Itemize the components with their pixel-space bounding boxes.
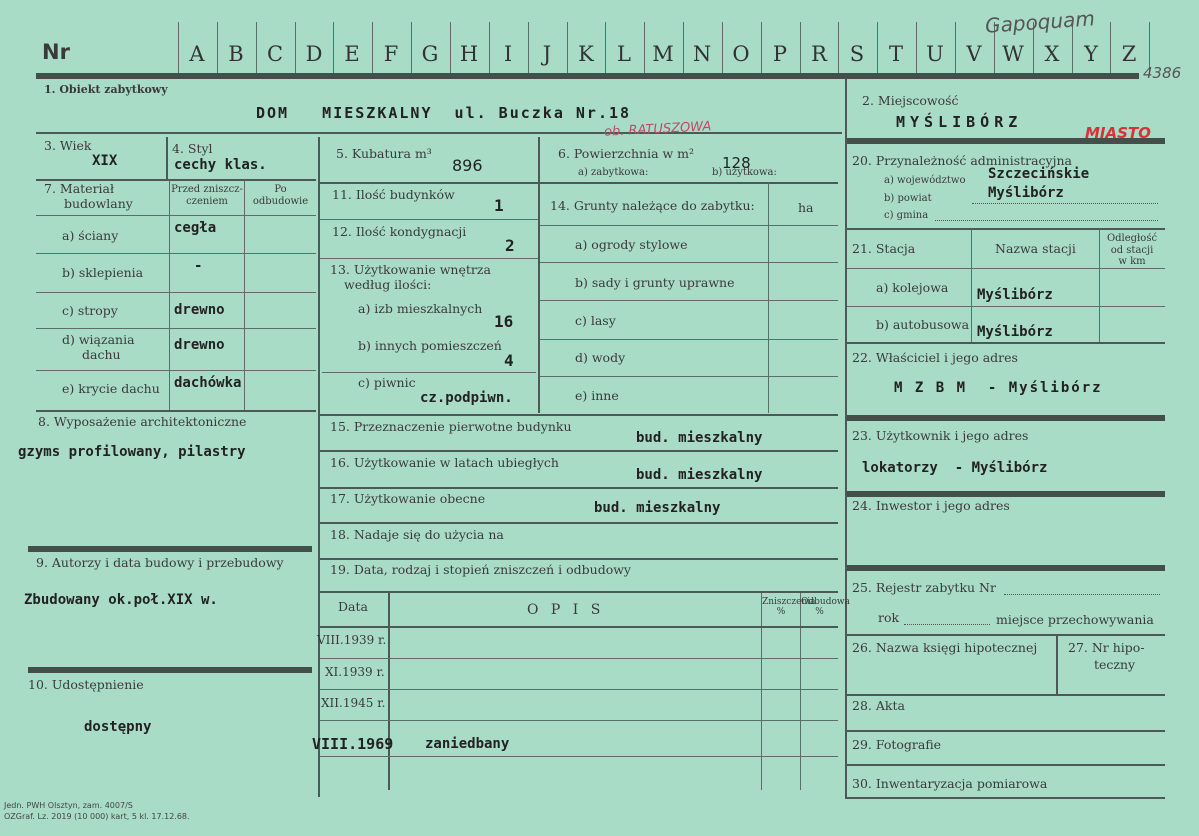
rule bbox=[847, 491, 1165, 497]
rule bbox=[320, 487, 838, 489]
interior-use-label: 13. Użytkowanie wnętrza bbox=[330, 262, 491, 277]
current-use-value: bud. mieszkalny bbox=[594, 500, 721, 516]
volume-label: 5. Kubatura m³ bbox=[336, 146, 432, 161]
handwritten-street-note: ob. RATUSZOWA bbox=[603, 119, 712, 140]
orchards-label: b) sady i grunty uprawne bbox=[575, 275, 735, 290]
living-rooms-label: a) izb mieszkalnych bbox=[358, 301, 483, 316]
rule bbox=[761, 593, 762, 790]
letter-cell-u: U bbox=[926, 42, 944, 66]
rule bbox=[318, 137, 320, 797]
past-use-value: bud. mieszkalny bbox=[636, 467, 763, 483]
typed-condition: zaniedbany bbox=[425, 736, 510, 752]
rule bbox=[36, 253, 316, 254]
letter-cell-l: L bbox=[617, 42, 631, 66]
rule bbox=[320, 414, 838, 416]
vaults-value: - bbox=[194, 258, 203, 274]
forests-label: c) lasy bbox=[575, 313, 616, 328]
letter-cell-d: D bbox=[305, 42, 323, 66]
cellars-label: c) piwnic bbox=[358, 375, 416, 390]
letter-separator bbox=[877, 22, 878, 74]
destruction-col-header: Zniszczenia % bbox=[762, 597, 816, 618]
rule bbox=[1056, 636, 1058, 696]
letter-separator bbox=[256, 22, 257, 74]
gardens-label: a) ogrody stylowe bbox=[575, 237, 688, 252]
row-date-1939-nov: XI.1939 r. bbox=[325, 665, 385, 679]
rule bbox=[36, 292, 316, 293]
rule bbox=[320, 558, 838, 560]
letter-cell-h: H bbox=[459, 42, 479, 66]
county-dots bbox=[972, 202, 1158, 204]
letter-separator bbox=[178, 22, 179, 74]
rule bbox=[847, 797, 1165, 799]
area-value: 128 bbox=[722, 154, 751, 172]
style-value: cechy klas. bbox=[174, 157, 267, 173]
owner-label: 22. Właściciel i jego adres bbox=[852, 350, 1018, 365]
date-col-header: Data bbox=[338, 599, 368, 614]
rebuild-col-header: Odbudowa % bbox=[801, 597, 850, 618]
rule bbox=[28, 667, 312, 673]
rule bbox=[847, 228, 1165, 230]
rule bbox=[800, 593, 801, 790]
rule bbox=[36, 328, 316, 329]
typed-date-1969: VIII.1969 bbox=[312, 735, 394, 753]
letter-separator bbox=[372, 22, 373, 74]
authors-label: 9. Autorzy i data budowy i przebudowy bbox=[36, 555, 284, 570]
rule bbox=[540, 262, 838, 263]
other-rooms-label: b) innych pomieszczeń bbox=[358, 338, 502, 353]
rule bbox=[320, 689, 838, 690]
after-col-header: Po odbudowie bbox=[252, 184, 309, 207]
letter-cell-x: X bbox=[1044, 42, 1060, 66]
register-year-dots bbox=[904, 623, 990, 625]
land-unit: ha bbox=[798, 200, 814, 215]
voivodeship-label: a) województwo bbox=[884, 175, 966, 186]
architecture-label: 8. Wyposażenie architektoniczne bbox=[38, 414, 247, 429]
user-label: 23. Użytkownik i jego adres bbox=[852, 428, 1029, 443]
station-name-col-header: Nazwa stacji bbox=[995, 241, 1076, 256]
letter-separator bbox=[916, 22, 917, 74]
buildings-count-label: 11. Ilość budynków bbox=[332, 187, 455, 202]
letter-cell-i: I bbox=[503, 42, 513, 66]
other-rooms-value: 4 bbox=[504, 351, 514, 370]
description-col-header: O P I S bbox=[527, 602, 605, 618]
other-land-label: e) inne bbox=[575, 388, 619, 403]
letter-separator bbox=[528, 22, 529, 74]
user-value: lokatorzy - Myślibórz bbox=[862, 460, 1048, 476]
rule bbox=[320, 720, 838, 721]
roof-truss-value: drewno bbox=[174, 337, 225, 353]
interior-use-label-2: według ilości: bbox=[344, 277, 432, 292]
rule bbox=[28, 546, 312, 552]
files-label: 28. Akta bbox=[852, 698, 905, 713]
letter-separator bbox=[761, 22, 762, 74]
letter-separator bbox=[644, 22, 645, 74]
rule bbox=[320, 658, 838, 659]
suitable-use-label: 18. Nadaje się do użycia na bbox=[330, 527, 504, 542]
land-label: 14. Grunty należące do zabytku: bbox=[550, 198, 755, 213]
rule bbox=[320, 522, 838, 524]
letter-separator bbox=[605, 22, 606, 74]
rule bbox=[388, 593, 390, 790]
land-register-label: 26. Nazwa księgi hipotecznej bbox=[852, 640, 1038, 655]
walls-value: cegła bbox=[174, 220, 217, 236]
original-purpose-label: 15. Przeznaczenie pierwotne budynku bbox=[330, 419, 572, 434]
letter-cell-v: V bbox=[966, 42, 982, 66]
volume-value: 896 bbox=[452, 156, 483, 175]
roof-truss-label-2: dachu bbox=[82, 347, 121, 362]
footer-line-2: OZGraf. Lz. 2019 (10 000) kart, 5 kl. 17.12.68. bbox=[4, 812, 190, 822]
letter-cell-f: F bbox=[383, 42, 399, 66]
letter-cell-c: C bbox=[266, 42, 284, 66]
bus-station-label: b) autobusowa bbox=[876, 317, 970, 332]
object-label: 1. Obiekt zabytkowy bbox=[44, 83, 168, 96]
letter-cell-e: E bbox=[344, 42, 360, 66]
rule bbox=[322, 372, 536, 373]
handwritten-top-note: Gapoquam bbox=[984, 6, 1096, 38]
letter-separator bbox=[450, 22, 451, 74]
letter-separator bbox=[838, 22, 839, 74]
locality-value: MYŚLIBÓRZ bbox=[896, 113, 1023, 131]
letter-cell-o: O bbox=[732, 42, 750, 66]
living-rooms-value: 16 bbox=[494, 312, 514, 331]
vaults-label: b) sklepienia bbox=[62, 265, 144, 280]
age-label: 3. Wiek bbox=[44, 138, 92, 153]
header-rule bbox=[36, 73, 1139, 79]
rule bbox=[320, 219, 538, 220]
rule bbox=[538, 137, 540, 182]
rule bbox=[538, 183, 540, 413]
handwritten-number: 4386 bbox=[1143, 64, 1182, 82]
letter-cell-s: S bbox=[849, 42, 865, 66]
rail-station-value: Myślibórz bbox=[977, 287, 1053, 303]
right-column-divider bbox=[845, 79, 847, 799]
print-footer bbox=[4, 800, 190, 822]
rule bbox=[768, 183, 769, 413]
walls-label: a) ściany bbox=[62, 228, 119, 243]
survey-label: 30. Inwentaryzacja pomiarowa bbox=[852, 776, 1048, 791]
roofing-label: e) krycie dachu bbox=[62, 381, 160, 396]
rule bbox=[847, 730, 1165, 732]
authors-value: Zbudowany ok.poł.XIX w. bbox=[24, 592, 218, 608]
ceilings-value: drewno bbox=[174, 302, 225, 318]
county-value: Myślibórz bbox=[988, 185, 1064, 201]
ceilings-label: c) stropy bbox=[62, 303, 118, 318]
handwritten-town-note: MIASTO bbox=[1085, 124, 1151, 142]
material-label: 7. Materiał bbox=[44, 181, 115, 196]
letter-separator bbox=[295, 22, 296, 74]
voivodeship-value: Szczecińskie bbox=[988, 166, 1090, 182]
letter-cell-p: P bbox=[772, 42, 788, 66]
rule bbox=[847, 268, 1165, 269]
current-use-label: 17. Użytkowanie obecne bbox=[330, 491, 486, 506]
access-label: 10. Udostępnienie bbox=[28, 677, 144, 692]
letter-cell-w: W bbox=[1002, 42, 1024, 66]
register-year-label: rok bbox=[878, 610, 900, 625]
rule bbox=[244, 180, 245, 410]
architecture-value: gzyms profilowany, pilastry bbox=[18, 444, 246, 460]
rule bbox=[847, 306, 1165, 307]
letter-separator bbox=[800, 22, 801, 74]
access-value: dostępny bbox=[84, 719, 152, 735]
letter-separator bbox=[1110, 22, 1111, 74]
rule bbox=[36, 215, 316, 216]
area-historic-label: a) zabytkowa: bbox=[578, 167, 649, 178]
letter-cell-t: T bbox=[888, 42, 903, 66]
before-col-header: Przed zniszcz- czeniem bbox=[171, 184, 243, 207]
material-label-2: budowlany bbox=[64, 196, 133, 211]
row-date-1945: XII.1945 r. bbox=[321, 696, 386, 710]
damage-label: 19. Data, rodzaj i stopień zniszczeń i odbudowy bbox=[330, 562, 631, 577]
letter-cell-y: Y bbox=[1084, 42, 1098, 66]
storage-place-label: miejsce przechowywania bbox=[996, 612, 1154, 627]
commune-label: c) gmina bbox=[884, 210, 929, 221]
register-label: 25. Rejestr zabytku Nr bbox=[852, 580, 996, 595]
letter-separator bbox=[489, 22, 490, 74]
mortgage-number-label-2: teczny bbox=[1094, 657, 1136, 672]
letter-cell-j: J bbox=[542, 42, 552, 66]
photos-label: 29. Fotografie bbox=[852, 737, 942, 752]
rule bbox=[847, 764, 1165, 766]
bus-station-value: Myślibórz bbox=[977, 324, 1053, 340]
mortgage-number-label: 27. Nr hipo- bbox=[1068, 640, 1145, 655]
rule bbox=[847, 415, 1165, 421]
letter-cell-z: Z bbox=[1121, 42, 1137, 66]
station-label: 21. Stacja bbox=[852, 241, 916, 256]
county-label: b) powiat bbox=[884, 193, 932, 204]
rule bbox=[166, 137, 168, 179]
rule bbox=[847, 342, 1165, 344]
roof-truss-label: d) wiązania bbox=[62, 332, 135, 347]
storeys-value: 2 bbox=[505, 236, 515, 255]
rule bbox=[971, 229, 972, 342]
admin-label: 20. Przynależność administracyjna bbox=[852, 153, 1072, 168]
rule bbox=[847, 694, 1165, 696]
area-label: 6. Powierzchnia w m² bbox=[558, 146, 695, 161]
rule bbox=[320, 258, 538, 259]
rule bbox=[320, 450, 838, 452]
investor-label: 24. Inwestor i jego adres bbox=[852, 498, 1010, 513]
rail-station-label: a) kolejowa bbox=[876, 280, 949, 295]
original-purpose-value: bud. mieszkalny bbox=[636, 430, 763, 446]
letter-separator bbox=[217, 22, 218, 74]
letter-cell-m: M bbox=[652, 42, 674, 66]
rule bbox=[36, 370, 316, 371]
rule bbox=[847, 565, 1165, 571]
object-value: DOM MIESZKALNY ul. Buczka Nr.18 bbox=[256, 104, 632, 122]
register-dots bbox=[1004, 593, 1160, 595]
rule bbox=[540, 376, 838, 377]
nr-label: Nr bbox=[42, 40, 70, 64]
footer-line-1: Jedn. PWH Olsztyn, zam. 4007/S bbox=[4, 801, 133, 810]
past-use-label: 16. Użytkowanie w latach ubiegłych bbox=[330, 455, 559, 470]
storeys-label: 12. Ilość kondygnacji bbox=[332, 224, 467, 239]
letter-separator bbox=[567, 22, 568, 74]
letter-cell-r: R bbox=[811, 42, 827, 66]
rule bbox=[320, 756, 838, 757]
rule bbox=[540, 339, 838, 340]
letter-cell-b: B bbox=[228, 42, 244, 66]
letter-separator bbox=[333, 22, 334, 74]
letter-separator bbox=[722, 22, 723, 74]
locality-label: 2. Miejscowość bbox=[862, 93, 959, 108]
rule bbox=[169, 180, 170, 410]
commune-dots bbox=[935, 219, 1158, 221]
rule bbox=[540, 300, 838, 301]
cellars-value: cz.podpiwn. bbox=[420, 390, 513, 406]
rule bbox=[540, 225, 838, 226]
distance-col-header: Odległość od stacji w km bbox=[1106, 233, 1158, 267]
row-date-1939-aug: VIII.1939 r. bbox=[317, 633, 387, 647]
letter-cell-g: G bbox=[421, 42, 439, 66]
owner-value: M Z B M - Myślibórz bbox=[894, 380, 1103, 396]
letter-separator bbox=[411, 22, 412, 74]
letter-cell-k: K bbox=[578, 42, 594, 66]
letter-separator bbox=[683, 22, 684, 74]
rule bbox=[847, 634, 1165, 636]
buildings-count-value: 1 bbox=[494, 196, 504, 215]
area-usable-label: b) użytkowa: bbox=[712, 167, 777, 178]
rule bbox=[320, 182, 838, 184]
letter-cell-a: A bbox=[189, 42, 205, 66]
letter-separator bbox=[955, 22, 956, 74]
letter-cell-n: N bbox=[692, 42, 712, 66]
age-value: XIX bbox=[92, 153, 118, 169]
rule bbox=[36, 410, 316, 412]
rule bbox=[36, 132, 842, 134]
rule bbox=[320, 626, 838, 628]
roofing-value: dachówka bbox=[174, 375, 242, 391]
style-label: 4. Styl bbox=[172, 141, 213, 156]
waters-label: d) wody bbox=[575, 350, 626, 365]
